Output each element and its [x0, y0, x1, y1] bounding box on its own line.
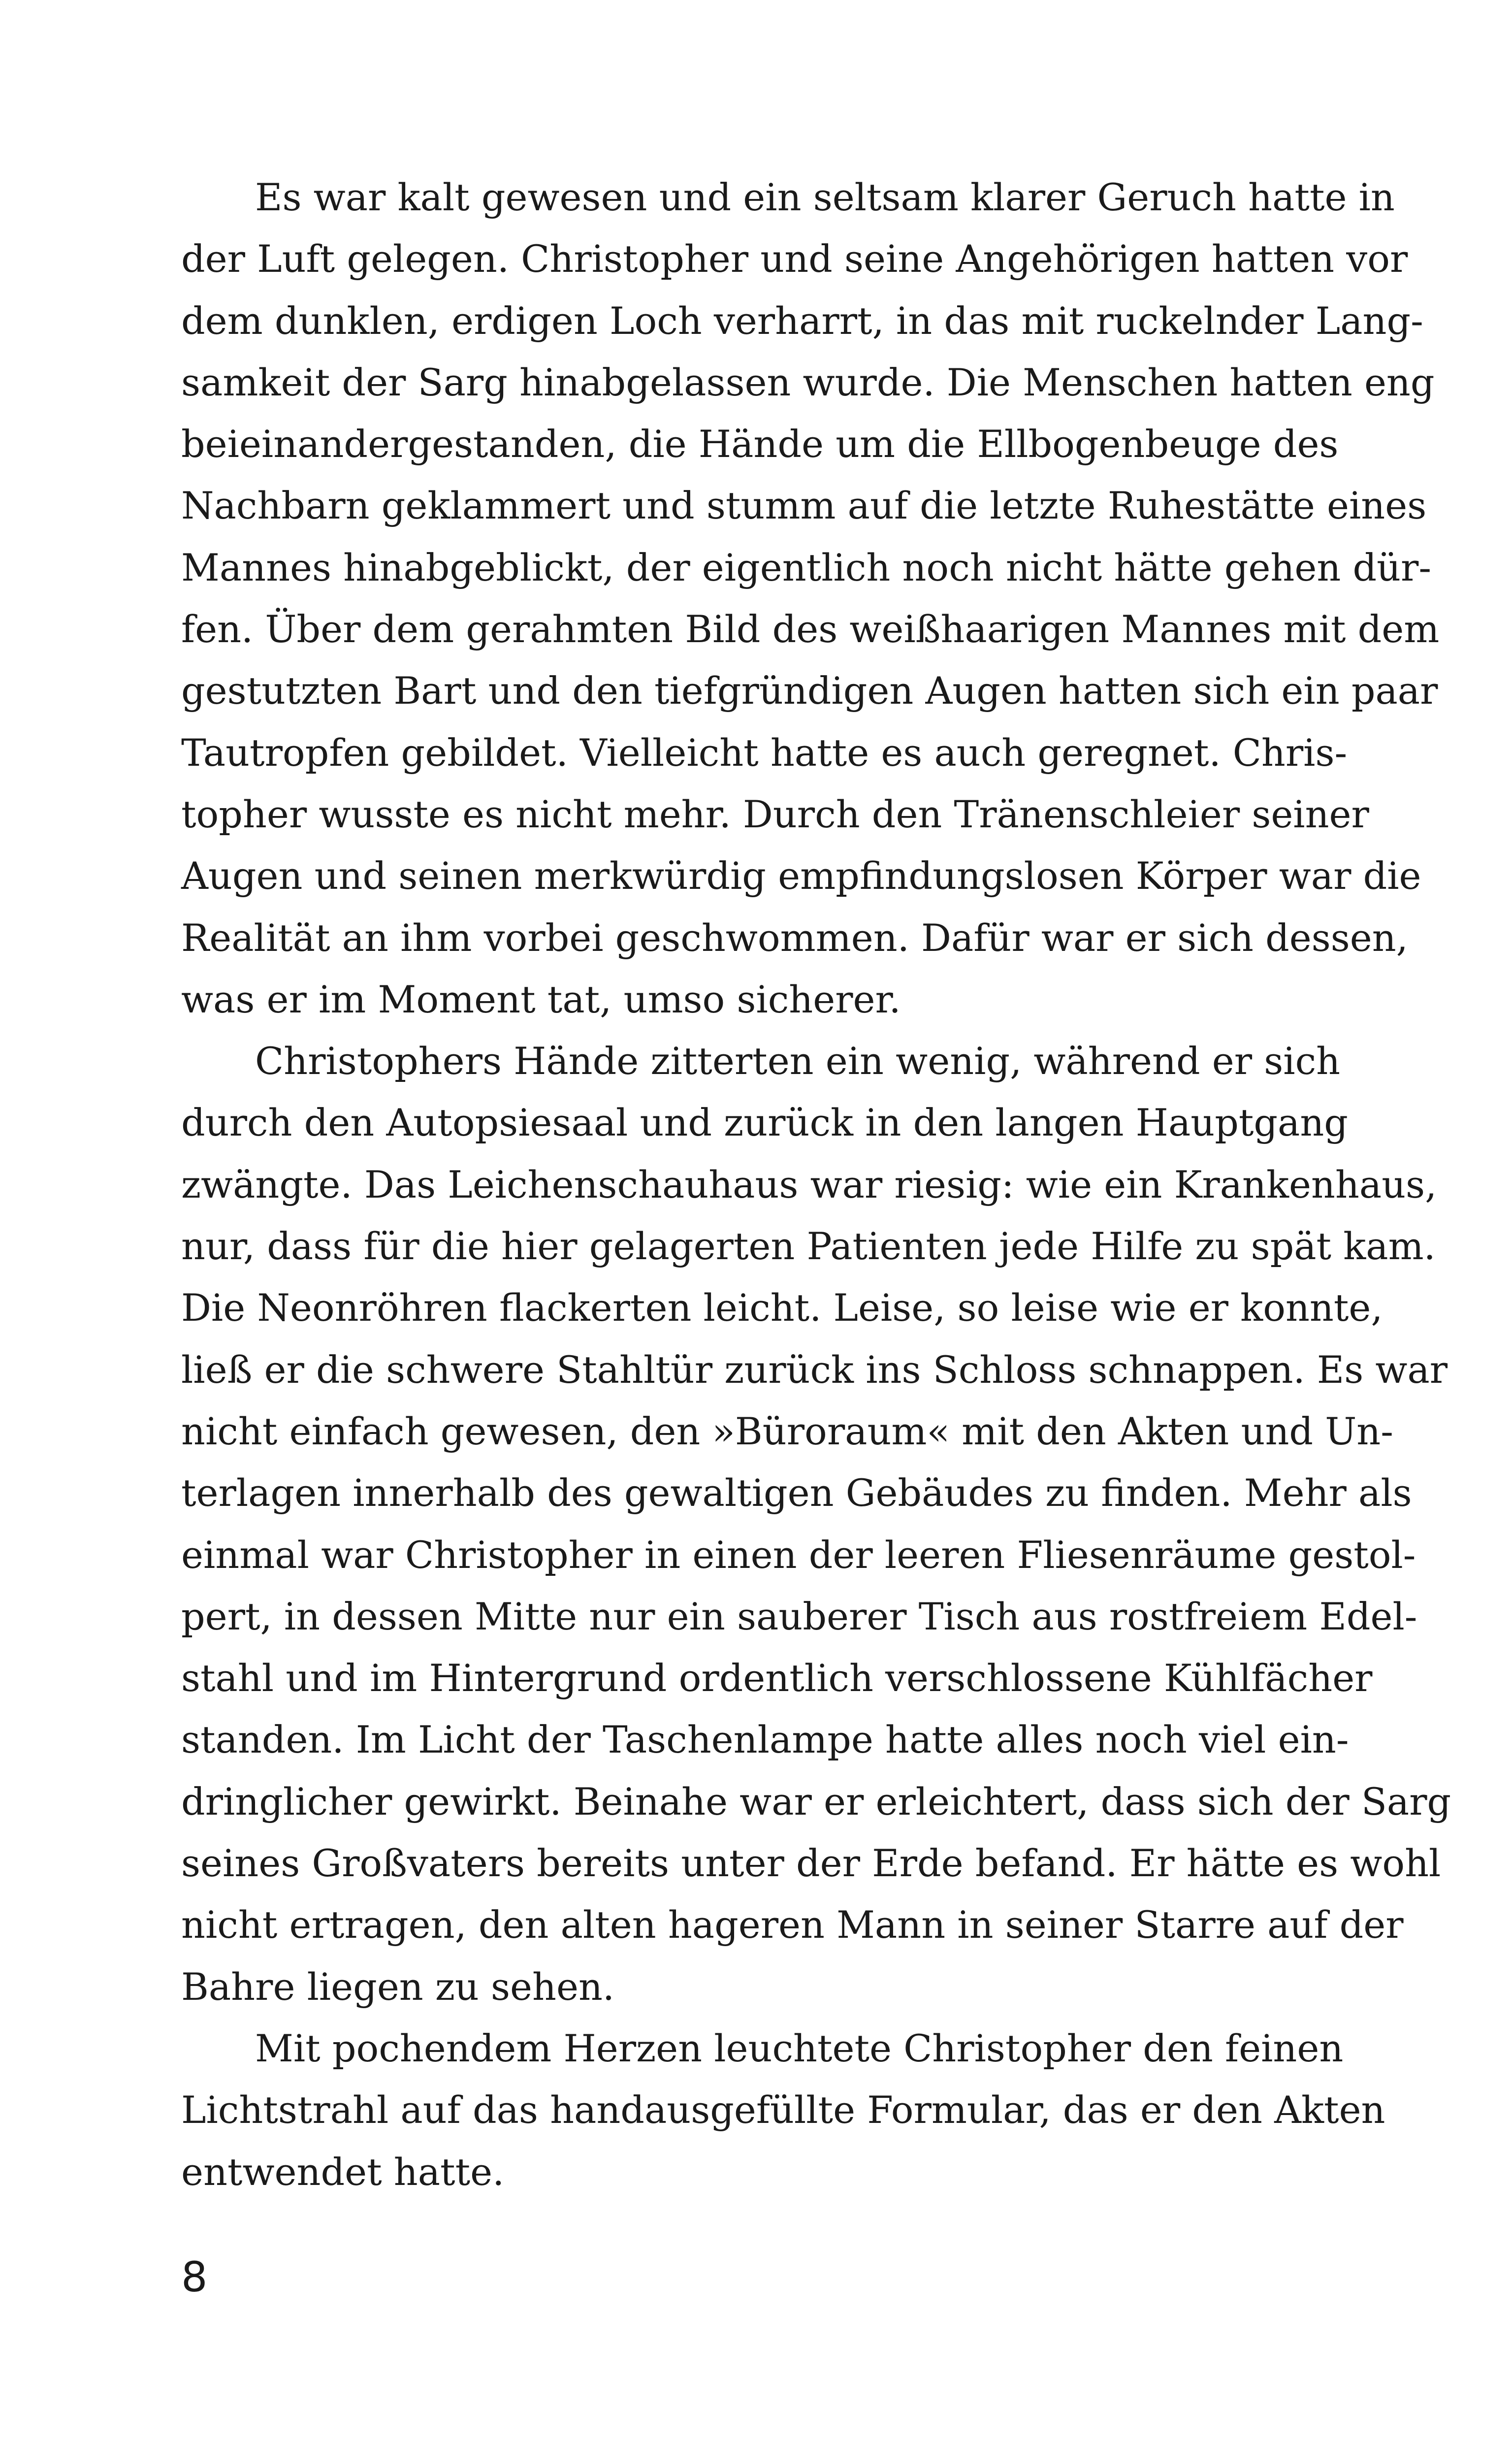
text-line: topher wusste es nicht mehr. Durch den Tränenschleier seiner — [181, 792, 1369, 836]
text-line: Realität an ihm vorbei geschwommen. Dafür war er sich dessen, — [181, 915, 1408, 960]
body-text — [181, 166, 1451, 2203]
text-line: nicht ertragen, den alten hageren Mann in seiner Starre auf der — [181, 1903, 1404, 1947]
text-line: Nachbarn geklammert und stumm auf die letzte Ruhestätte eines — [181, 484, 1427, 528]
text-line: nur, dass für die hier gelagerten Patienten jede Hilfe zu spät kam. — [181, 1224, 1436, 1269]
text-line: Tautropfen gebildet. Vielleicht hatte es auch geregnet. Chris- — [181, 730, 1348, 775]
text-line: dringlicher gewirkt. Beinahe war er erleichtert, dass sich der Sarg — [181, 1779, 1451, 1824]
text-line: Es war kalt gewesen und ein seltsam klarer Geruch hatte in — [255, 175, 1395, 219]
text-line: durch den Autopsiesaal und zurück in den langen Hauptgang — [181, 1101, 1348, 1145]
text-line: terlagen innerhalb des gewaltigen Gebäudes zu finden. Mehr als — [181, 1471, 1412, 1515]
text-line: Bahre liegen zu sehen. — [181, 1964, 615, 2009]
text-line: der Luft gelegen. Christopher und seine Angehörigen hatten vor — [181, 237, 1408, 281]
text-line: zwängte. Das Leichenschauhaus war riesig: wie ein Krankenhaus, — [181, 1162, 1437, 1206]
text-line: Augen und seinen merkwürdig empfindungslosen Körper war die — [181, 854, 1421, 898]
text-line: Die Neonröhren flackerten leicht. Leise, so leise wie er konnte, — [181, 1286, 1383, 1330]
text-line: entwendet hatte. — [181, 2150, 505, 2194]
text-line: ließ er die schwere Stahltür zurück ins Schloss schnappen. Es war — [181, 1347, 1448, 1392]
text-line: standen. Im Licht der Taschenlampe hatte alles noch viel ein- — [181, 1718, 1349, 1762]
paragraph-1 — [181, 166, 1440, 1030]
text-line: Mit pochendem Herzen leuchtete Christopher den feinen — [255, 2026, 1344, 2070]
paragraph-2 — [181, 1030, 1451, 2018]
text-line: seines Großvaters bereits unter der Erde befand. Er hätte es wohl — [181, 1841, 1441, 1886]
text-line: was er im Moment tat, umso sicherer. — [181, 977, 901, 1021]
text-line: dem dunklen, erdigen Loch verharrt, in das mit ruckelnder Lang- — [181, 298, 1423, 343]
text-line: nicht einfach gewesen, den »Büroraum« mit den Akten und Un- — [181, 1409, 1393, 1453]
text-line: einmal war Christopher in einen der leeren Fliesenräume gestol- — [181, 1532, 1416, 1577]
paragraph-3 — [181, 2018, 1385, 2203]
text-line: Mannes hinabgeblickt, der eigentlich noch nicht hätte gehen dür- — [181, 545, 1432, 589]
text-line: fen. Über dem gerahmten Bild des weißhaarigen Mannes mit dem — [181, 607, 1440, 651]
text-line: Lichtstrahl auf das handausgefüllte Formular, das er den Akten — [181, 2088, 1385, 2132]
text-line: samkeit der Sarg hinabgelassen wurde. Die Menschen hatten eng — [181, 360, 1435, 404]
text-line: pert, in dessen Mitte nur ein sauberer Tisch aus rostfreiem Edel- — [181, 1594, 1417, 1638]
text-line: beieinandergestanden, die Hände um die Ellbogenbeuge des — [181, 422, 1339, 466]
text-line: gestutzten Bart und den tiefgründigen Augen hatten sich ein paar — [181, 669, 1438, 713]
text-line: Christophers Hände zitterten ein wenig, während er sich — [255, 1039, 1341, 1083]
page-number: 8 — [181, 2253, 208, 2301]
text-line: stahl und im Hintergrund ordentlich verschlossene Kühlfächer — [181, 1656, 1373, 1700]
